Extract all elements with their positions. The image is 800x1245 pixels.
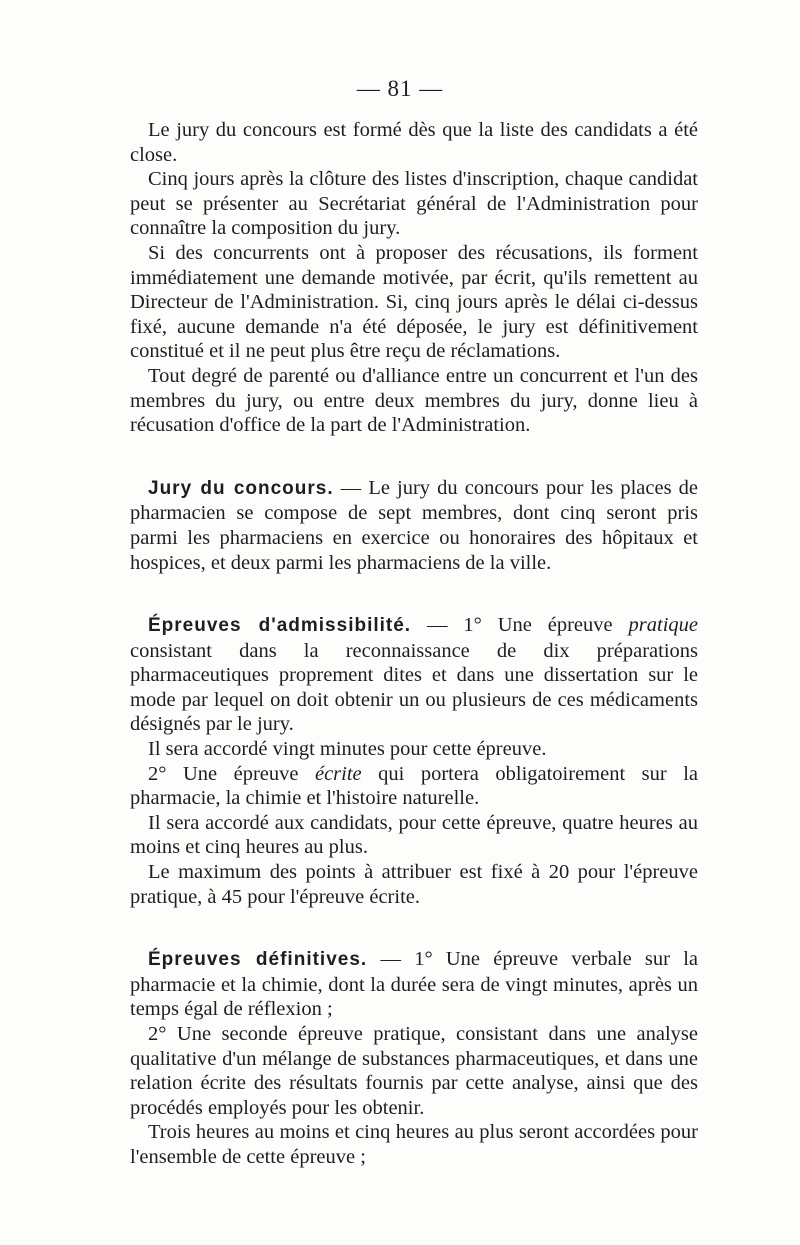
paragraph-seconde-epreuve: 2° Une seconde épreuve pratique, consistant dans une analyse qualitative d'un mélange de substances pharmaceutiques, et dans une relation écrite des résultats fournis par cette analyse, ainsi que des procédés employés pour les obtenir. <box>130 1023 698 1119</box>
paragraph-trois-heures: Trois heures au moins et cinq heures au plus seront accordées pour l'ensemble de cette épreuve ; <box>130 1121 698 1168</box>
emphasis-ecrite: écrite <box>314 762 362 785</box>
section-admissibilite <box>130 613 698 737</box>
paragraph-vingt-minutes: Il sera accordé vingt minutes pour cette épreuve. <box>148 738 547 761</box>
paragraph-epreuve-ecrite <box>130 762 698 811</box>
title-dash: — <box>426 614 448 637</box>
paragraph-jury-composition: Cinq jours après la clôture des listes d'inscription, chaque candidat peut se présenter au Secrétariat général de l'Administration pour connaître la composition du jury. <box>130 168 698 240</box>
page-number: — 81 — <box>356 76 444 101</box>
paragraph-recusations: Si des concurrents ont à proposer des récusations, ils forment immédiatement une demande motivée, par écrit, qu'ils remettent au Directeur de l'Administration. Si, cinq jours après le délai ci-dessus fixé, aucune demande n'a été déposée, le jury est définitivement constitué et il ne peut plus être reçu de réclamations. <box>130 241 698 363</box>
emphasis-pratique: pratique <box>628 614 698 637</box>
paragraph-duree-ecrite: Il sera accordé aux candidats, pour cette épreuve, quatre heures au moins et cinq heures au plus. <box>130 811 698 859</box>
admissibilite-text-before: 1° Une épreuve <box>463 614 613 637</box>
section-gap <box>130 575 698 613</box>
title-dash: — <box>380 948 401 971</box>
section-gap <box>130 438 698 476</box>
title-dash: — <box>340 476 362 499</box>
section-title-jury: Jury du concours. <box>148 477 334 499</box>
ecrite-text-after: qui portera obligatoirement sur la pharmacie, la chimie et l'histoire naturelle. <box>130 762 699 810</box>
section-title-admissibilite: Épreuves d'admissibilité. <box>148 615 412 637</box>
section-title-definitives: Épreuves définitives. <box>148 949 368 971</box>
definitives-text: 1° Une épreuve verbale sur la pharmacie et la chimie, dont la durée sera de vingt minutes, après un temps égal de réflexion ; <box>130 948 699 1021</box>
ecrite-text-before: 2° Une épreuve <box>148 762 299 785</box>
section-definitives <box>130 947 698 1022</box>
page-body <box>130 118 698 1170</box>
section-gap <box>130 909 698 947</box>
admissibilite-text-after: consistant dans la reconnaissance de dix préparations pharmaceutiques proprement dites et dans une dissertation sur le mode par lequel on doit obtenir un ou plusieurs de ces médicaments désignés par le jury. <box>130 639 698 736</box>
paragraph-parente: Tout degré de parenté ou d'alliance entre un concurrent et l'un des membres du jury, ou entre deux membres du jury, donne lieu à récusation d'office de la part de l'Administration. <box>130 364 698 437</box>
section-jury <box>130 476 698 575</box>
section-text-jury: Le jury du concours pour les places de pharmacien se compose de sept membres, dont cinq seront pris parmi les pharmaciens en exercice ou honoraires des hôpitaux et hospices, et deux parmi les pharmaciens de la ville. <box>130 476 699 574</box>
paragraph-jury-formation: Le jury du concours est formé dès que la liste des candidats a été close. <box>130 119 698 166</box>
paragraph-maximum-points: Le maximum des points à attribuer est fixé à 20 pour l'épreuve pratique, à 45 pour l'épreuve écrite. <box>130 861 698 908</box>
